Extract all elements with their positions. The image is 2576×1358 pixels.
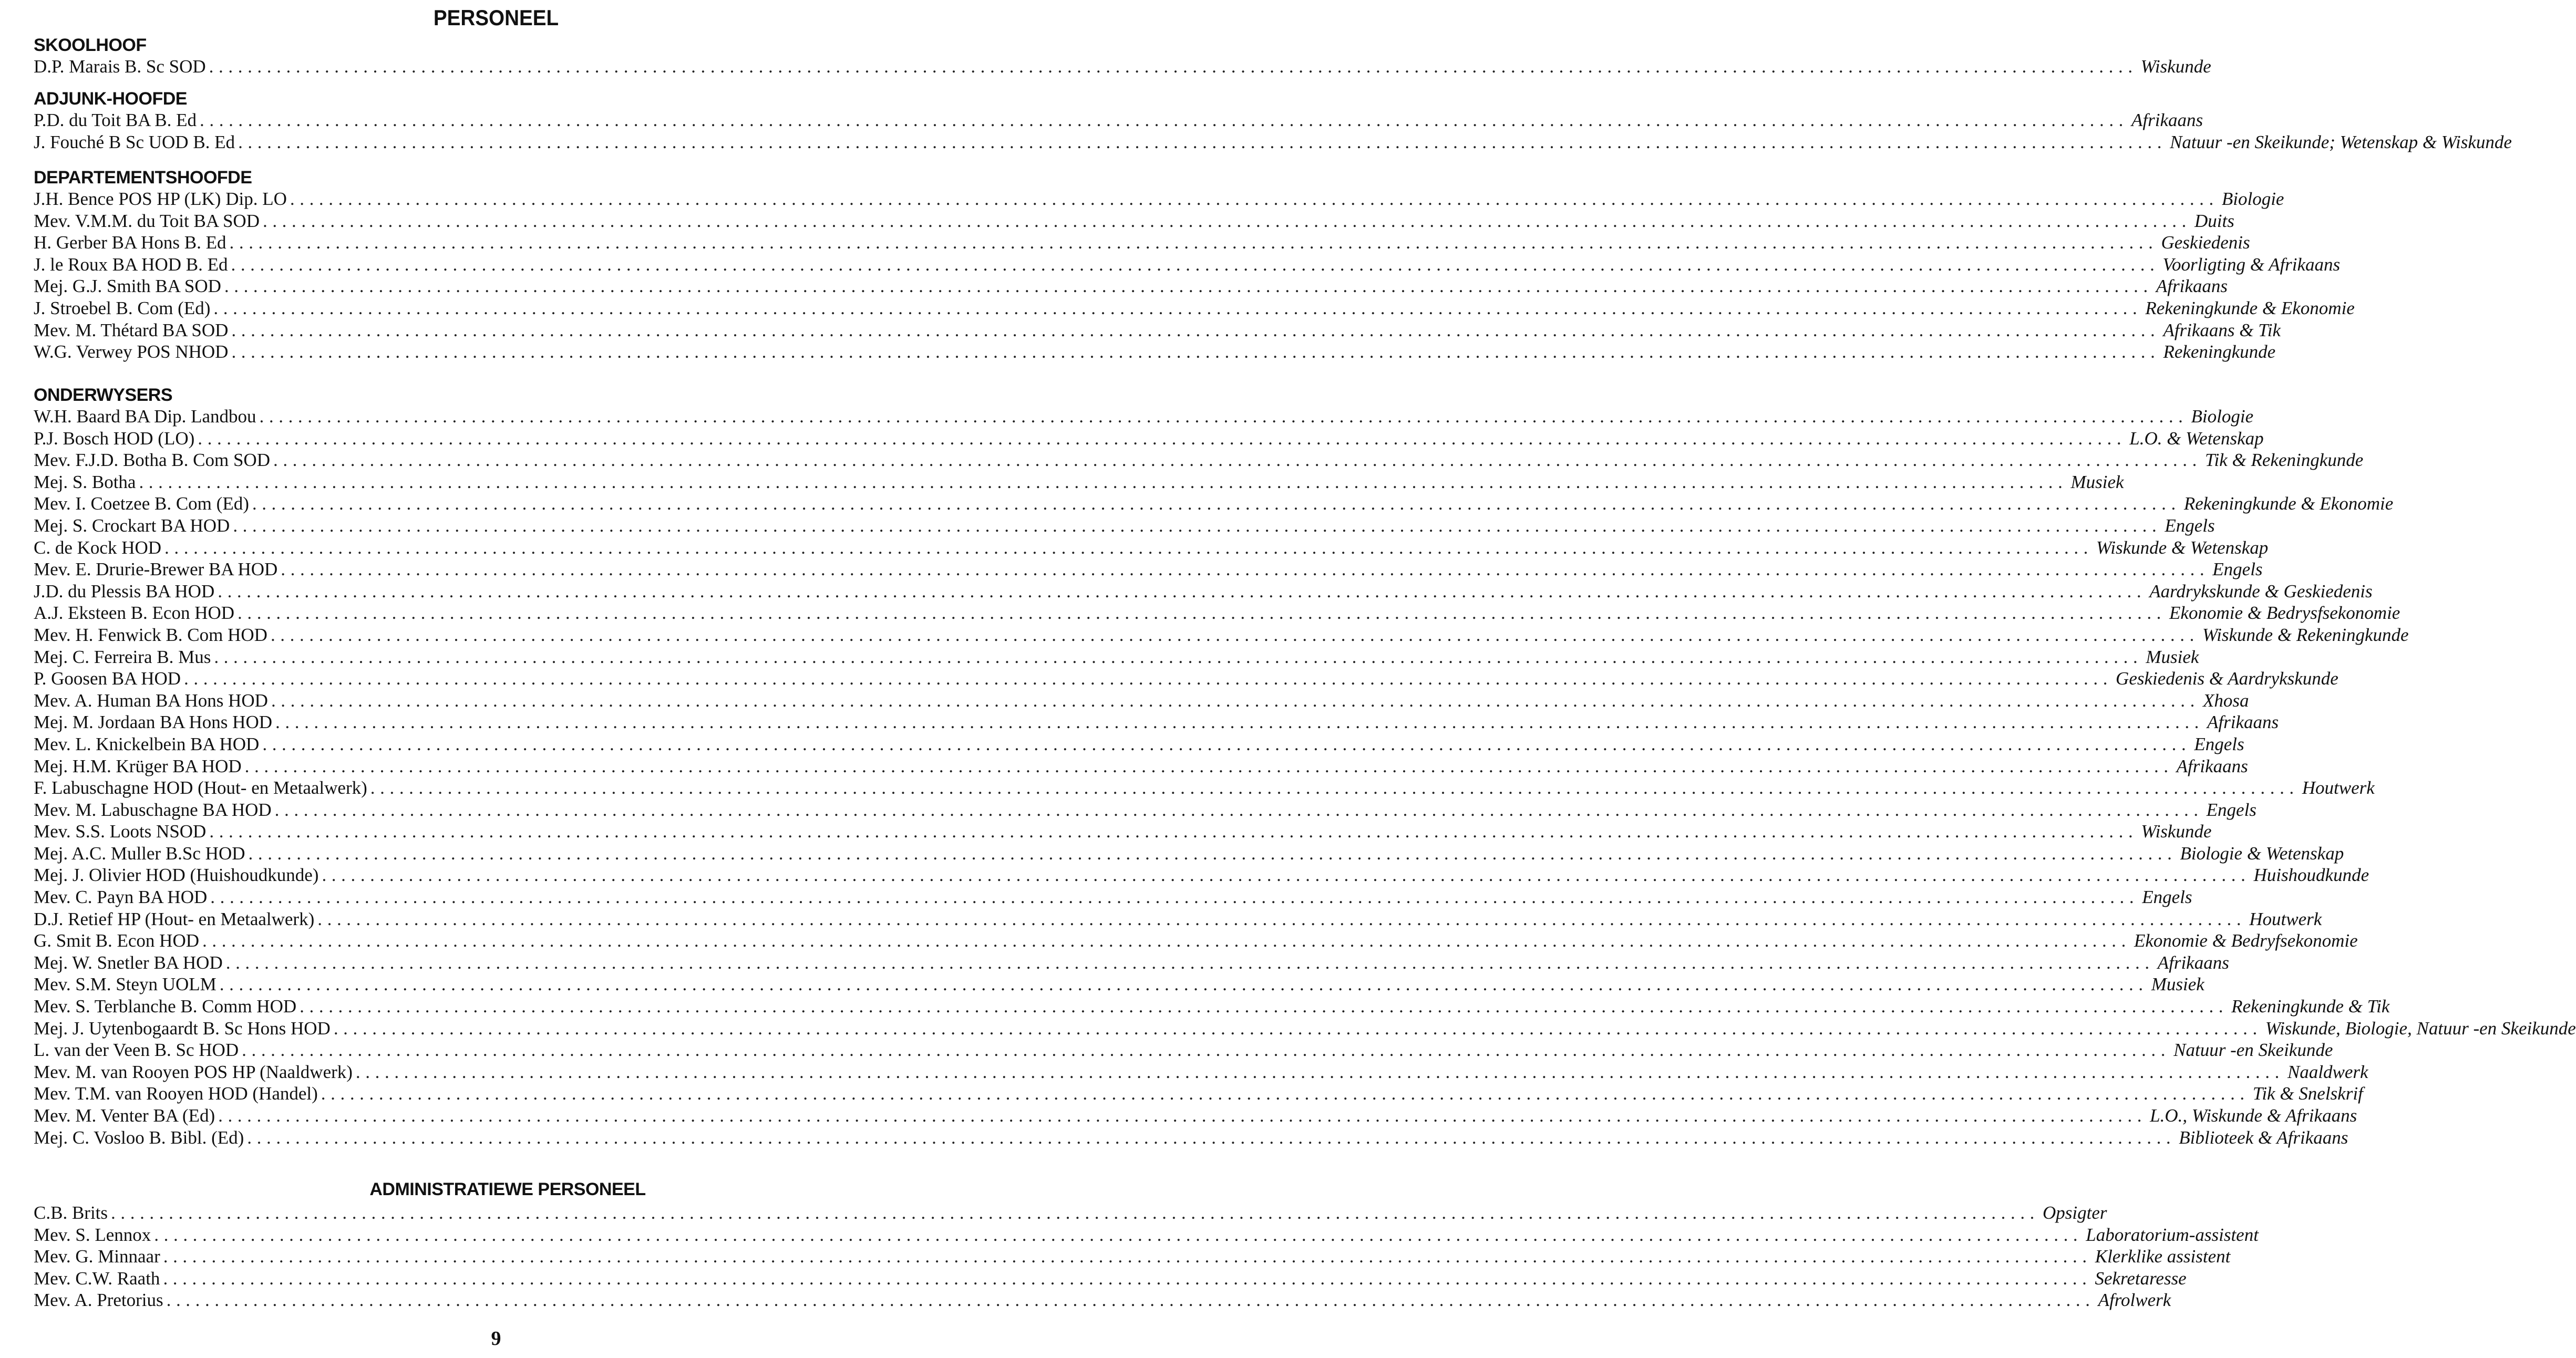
staff-name: Mej. S. Crockart BA HOD <box>34 515 230 536</box>
staff-subject: Biologie <box>2221 189 2284 209</box>
dot-leader: ........................................................................................................................................................................................................ <box>154 1224 2083 1245</box>
staff-row <box>34 319 2281 341</box>
staff-subject: L.O. & Wetenskap <box>2129 428 2264 449</box>
dot-leader: ........................................................................................................................................................................................................ <box>219 974 2148 995</box>
staff-list <box>34 188 2355 363</box>
staff-name: Mev. A. Human BA Hons HOD <box>34 690 268 711</box>
dot-leader: ........................................................................................................................................................................................................ <box>139 471 2068 492</box>
dot-leader: ........................................................................................................................................................................................................ <box>281 559 2210 580</box>
staff-name: Mej. G.J. Smith BA SOD <box>34 276 221 297</box>
staff-name: Mev. S. Terblanche B. Comm HOD <box>34 996 297 1017</box>
staff-row <box>34 777 2375 799</box>
staff-name: H. Gerber BA Hons B. Ed <box>34 232 226 253</box>
staff-row <box>34 908 2322 930</box>
dot-leader: ........................................................................................................................................................................................................ <box>164 537 2094 558</box>
staff-subject: Biologie & Wetenskap <box>2180 843 2344 864</box>
staff-name: Mej. W. Snetler BA HOD <box>34 952 223 973</box>
section-administratiewe-personeel <box>34 1179 2259 1311</box>
dot-leader: ........................................................................................................................................................................................................ <box>262 733 2191 754</box>
page-title: PERSONEEL <box>433 5 559 30</box>
staff-row <box>34 341 2276 363</box>
staff-row <box>34 131 2512 153</box>
dot-leader: ........................................................................................................................................................................................................ <box>214 646 2143 667</box>
dot-leader: ........................................................................................................................................................................................................ <box>209 821 2138 842</box>
dot-leader: ........................................................................................................................................................................................................ <box>229 232 2158 253</box>
staff-name: Mev. V.M.M. du Toit BA SOD <box>34 210 260 231</box>
staff-subject: Musiek <box>2151 974 2204 995</box>
dot-leader: ........................................................................................................................................................................................................ <box>111 1202 2040 1223</box>
staff-name: C.B. Brits <box>34 1202 108 1223</box>
dot-leader: ........................................................................................................................................................................................................ <box>198 428 2127 449</box>
staff-subject: Engels <box>2206 799 2256 820</box>
staff-row <box>34 406 2254 428</box>
staff-name: F. Labuschagne HOD (Hout- en Metaalwerk) <box>34 778 367 799</box>
staff-list <box>34 109 2512 153</box>
staff-row <box>34 624 2409 646</box>
dot-leader: ........................................................................................................................................................................................................ <box>224 276 2153 297</box>
dot-leader: ........................................................................................................................................................................................................ <box>244 755 2173 776</box>
staff-subject: Klerklike assistent <box>2095 1246 2231 1267</box>
staff-name: Mev. F.J.D. Botha B. Com SOD <box>34 450 270 471</box>
staff-row <box>34 537 2269 559</box>
staff-row <box>34 1268 2187 1290</box>
dot-leader: ........................................................................................................................................................................................................ <box>231 254 2160 275</box>
staff-name: G. Smit B. Econ HOD <box>34 930 199 951</box>
staff-row <box>34 210 2234 232</box>
dot-leader: ........................................................................................................................................................................................................ <box>262 210 2191 231</box>
staff-name: J. le Roux BA HOD B. Ed <box>34 254 228 275</box>
staff-subject: Tik & Snelskrif <box>2252 1083 2363 1104</box>
staff-name: W.G. Verwey POS NHOD <box>34 341 229 362</box>
staff-row <box>34 297 2355 319</box>
dot-leader: ........................................................................................................................................................................................................ <box>248 843 2177 864</box>
staff-subject: Opsigter <box>2043 1202 2107 1223</box>
dot-leader: ........................................................................................................................................................................................................ <box>163 1268 2092 1289</box>
staff-row <box>34 1039 2333 1061</box>
staff-row <box>34 602 2400 624</box>
staff-subject: Afrolwerk <box>2098 1290 2171 1311</box>
staff-row <box>34 1061 2368 1083</box>
staff-name: L. van der Veen B. Sc HOD <box>34 1040 239 1061</box>
dot-leader: ........................................................................................................................................................................................................ <box>231 341 2160 362</box>
section-heading: ADMINISTRATIEWE PERSONEEL <box>369 1179 646 1199</box>
staff-subject: Musiek <box>2070 471 2124 492</box>
staff-name: Mej. J. Uytenbogaardt B. Sc Hons HOD <box>34 1018 331 1039</box>
staff-name: Mev. M. Thétard BA SOD <box>34 319 229 340</box>
staff-list <box>34 406 2576 1148</box>
staff-row <box>34 56 2211 78</box>
staff-name: Mej. M. Jordaan BA Hons HOD <box>34 712 273 733</box>
staff-name: C. de Kock HOD <box>34 537 162 558</box>
staff-row <box>34 1246 2231 1268</box>
staff-row <box>34 930 2358 952</box>
dot-leader: ........................................................................................................................................................................................................ <box>355 1061 2284 1082</box>
staff-name: J.D. du Plessis BA HOD <box>34 580 215 602</box>
staff-subject: Wiskunde <box>2140 56 2211 77</box>
staff-row <box>34 254 2341 276</box>
staff-subject: Wiskunde & Rekeningkunde <box>2202 624 2409 645</box>
dot-leader: ........................................................................................................................................................................................................ <box>370 778 2299 799</box>
section-heading: ADJUNK-HOOFDE <box>34 89 187 109</box>
staff-subject: Afrikaans <box>2131 110 2203 130</box>
staff-name: Mev. H. Fenwick B. Com HOD <box>34 624 267 645</box>
dot-leader: ........................................................................................................................................................................................................ <box>321 1083 2250 1104</box>
dot-leader: ........................................................................................................................................................................................................ <box>259 406 2188 427</box>
dot-leader: ........................................................................................................................................................................................................ <box>242 1040 2171 1061</box>
staff-name: Mev. S.M. Steyn UOLM <box>34 974 217 995</box>
dot-leader: ........................................................................................................................................................................................................ <box>275 712 2204 733</box>
staff-subject: Afrikaans <box>2207 712 2279 733</box>
staff-row <box>34 843 2344 865</box>
staff-subject: Afrikaans <box>2157 952 2229 973</box>
staff-subject: Houtwerk <box>2302 778 2375 799</box>
staff-subject: Huishoudkunde <box>2253 865 2369 886</box>
dot-leader: ........................................................................................................................................................................................................ <box>200 110 2129 130</box>
staff-name: Mev. M. Labuschagne BA HOD <box>34 799 272 820</box>
dot-leader: ........................................................................................................................................................................................................ <box>213 297 2142 318</box>
staff-row <box>34 580 2373 603</box>
section-skoolhoof <box>34 35 2211 78</box>
staff-name: Mev. S. Lennox <box>34 1224 151 1245</box>
staff-subject: Houtwerk <box>2249 908 2322 929</box>
dot-leader: ........................................................................................................................................................................................................ <box>238 603 2167 624</box>
staff-subject: Geskiedenis <box>2161 232 2250 253</box>
staff-row <box>34 232 2250 254</box>
staff-row <box>34 864 2369 886</box>
staff-row <box>34 1127 2348 1149</box>
staff-subject: Tik & Rekeningkunde <box>2204 450 2364 471</box>
section-heading: DEPARTEMENTSHOOFDE <box>34 168 252 188</box>
dot-leader: ........................................................................................................................................................................................................ <box>270 624 2199 645</box>
staff-row <box>34 109 2203 131</box>
staff-subject: L.O., Wiskunde & Afrikaans <box>2150 1105 2357 1126</box>
staff-subject: Duits <box>2194 210 2234 231</box>
dot-leader: ........................................................................................................................................................................................................ <box>202 930 2131 951</box>
staff-subject: Rekeningkunde & Ekonomie <box>2183 493 2394 514</box>
section-adjunk-hoofde <box>34 88 2512 153</box>
dot-leader: ........................................................................................................................................................................................................ <box>271 690 2200 711</box>
dot-leader: ........................................................................................................................................................................................................ <box>247 1127 2176 1148</box>
staff-subject: Laboratorium-assistent <box>2086 1224 2259 1245</box>
staff-subject: Naaldwerk <box>2287 1061 2368 1082</box>
staff-subject: Wiskunde, Biologie, Natuur -en Skeikunde <box>2265 1018 2576 1039</box>
dot-leader: ........................................................................................................................................................................................................ <box>238 131 2167 152</box>
staff-name: W.H. Baard BA Dip. Landbou <box>34 406 256 427</box>
page-number: 9 <box>491 1328 501 1350</box>
staff-subject: Engels <box>2212 559 2263 580</box>
staff-name: Mev. E. Drurie-Brewer BA HOD <box>34 559 278 580</box>
staff-name: Mev. S.S. Loots NSOD <box>34 821 207 842</box>
staff-name: D.P. Marais B. Sc SOD <box>34 56 206 77</box>
staff-subject: Rekeningkunde & Ekonomie <box>2145 297 2355 318</box>
staff-name: P.D. du Toit BA B. Ed <box>34 110 197 130</box>
section-heading: ONDERWYSERS <box>34 385 173 405</box>
staff-row <box>34 886 2192 908</box>
staff-row <box>34 515 2215 537</box>
dot-leader: ........................................................................................................................................................................................................ <box>300 996 2229 1017</box>
staff-name: J. Stroebel B. Com (Ed) <box>34 297 211 318</box>
staff-row <box>34 471 2124 493</box>
staff-row <box>34 821 2212 843</box>
staff-subject: Afrikaans <box>2156 276 2228 297</box>
staff-name: Mev. G. Minnaar <box>34 1246 160 1267</box>
staff-name: Mej. H.M. Krüger BA HOD <box>34 755 242 776</box>
staff-subject: Aardrykskunde & Geskiedenis <box>2149 580 2373 602</box>
staff-name: Mev. A. Pretorius <box>34 1290 163 1311</box>
dot-leader: ........................................................................................................................................................................................................ <box>317 908 2247 929</box>
staff-row <box>34 952 2229 974</box>
staff-subject: Afrikaans <box>2176 755 2248 776</box>
staff-row <box>34 646 2199 668</box>
staff-name: Mev. L. Knickelbein BA HOD <box>34 733 260 754</box>
staff-subject: Voorligting & Afrikaans <box>2162 254 2341 275</box>
staff-name: Mev. I. Coetzee B. Com (Ed) <box>34 493 249 514</box>
staff-subject: Natuur -en Skeikunde <box>2173 1040 2333 1061</box>
staff-row <box>34 558 2263 580</box>
staff-row <box>34 493 2394 515</box>
staff-row <box>34 1202 2107 1224</box>
staff-name: Mev. C.W. Raath <box>34 1268 160 1289</box>
dot-leader: ........................................................................................................................................................................................................ <box>166 1290 2095 1311</box>
dot-leader: ........................................................................................................................................................................................................ <box>184 668 2113 689</box>
staff-row <box>34 1018 2576 1040</box>
staff-list <box>34 1202 2259 1311</box>
staff-subject: Engels <box>2142 887 2192 908</box>
dot-leader: ........................................................................................................................................................................................................ <box>274 799 2203 820</box>
staff-row <box>34 711 2279 733</box>
staff-row <box>34 668 2338 690</box>
dot-leader: ........................................................................................................................................................................................................ <box>322 865 2251 886</box>
staff-row <box>34 188 2284 210</box>
staff-row <box>34 973 2204 996</box>
staff-subject: Wiskunde & Wetenskap <box>2096 537 2269 558</box>
dot-leader: ........................................................................................................................................................................................................ <box>218 580 2147 602</box>
section-departementshoofde <box>34 167 2355 363</box>
staff-name: D.J. Retief HP (Hout- en Metaalwerk) <box>34 908 315 929</box>
dot-leader: ........................................................................................................................................................................................................ <box>163 1246 2092 1267</box>
dot-leader: ........................................................................................................................................................................................................ <box>290 189 2219 209</box>
staff-row <box>34 1224 2259 1246</box>
staff-name: J.H. Bence POS HP (LK) Dip. LO <box>34 189 287 209</box>
staff-name: Mev. C. Payn BA HOD <box>34 887 208 908</box>
staff-name: Mev. M. Venter BA (Ed) <box>34 1105 215 1126</box>
staff-subject: Musiek <box>2146 646 2199 667</box>
staff-row <box>34 428 2264 450</box>
staff-subject: Geskiedenis & Aardrykskunde <box>2116 668 2338 689</box>
staff-name: P.J. Bosch HOD (LO) <box>34 428 195 449</box>
staff-row <box>34 996 2390 1018</box>
dot-leader: ........................................................................................................................................................................................................ <box>225 952 2155 973</box>
staff-subject: Engels <box>2194 733 2244 754</box>
staff-subject: Biologie <box>2191 406 2254 427</box>
staff-name: Mej. A.C. Muller B.Sc HOD <box>34 843 245 864</box>
staff-name: P. Goosen BA HOD <box>34 668 181 689</box>
dot-leader: ........................................................................................................................................................................................................ <box>252 493 2181 514</box>
staff-row <box>34 799 2256 821</box>
dot-leader: ........................................................................................................................................................................................................ <box>210 887 2139 908</box>
staff-name: Mej. J. Olivier HOD (Huishoudkunde) <box>34 865 319 886</box>
staff-subject: Afrikaans & Tik <box>2163 319 2281 340</box>
staff-row <box>34 449 2364 471</box>
staff-row <box>34 275 2228 297</box>
dot-leader: ........................................................................................................................................................................................................ <box>218 1105 2147 1126</box>
staff-subject: Biblioteek & Afrikaans <box>2179 1127 2348 1148</box>
staff-subject: Rekeningkunde <box>2163 341 2276 362</box>
staff-name: J. Fouché B Sc UOD B. Ed <box>34 131 235 152</box>
staff-subject: Wiskunde <box>2141 821 2212 842</box>
staff-row <box>34 690 2249 712</box>
staff-subject: Engels <box>2165 515 2215 536</box>
dot-leader: ........................................................................................................................................................................................................ <box>231 319 2160 340</box>
dot-leader: ........................................................................................................................................................................................................ <box>273 450 2202 471</box>
dot-leader: ........................................................................................................................................................................................................ <box>333 1018 2262 1039</box>
staff-name: Mev. M. van Rooyen POS HP (Naaldwerk) <box>34 1061 353 1082</box>
section-heading: SKOOLHOOF <box>34 35 147 55</box>
staff-name: Mej. C. Ferreira B. Mus <box>34 646 211 667</box>
staff-subject: Rekeningkunde & Tik <box>2231 996 2390 1017</box>
dot-leader: ........................................................................................................................................................................................................ <box>233 515 2162 536</box>
staff-row <box>34 1105 2357 1127</box>
staff-subject: Ekonomie & Bedrysfsekonomie <box>2169 603 2400 624</box>
staff-name: A.J. Eksteen B. Econ HOD <box>34 603 235 624</box>
staff-subject: Ekonomie & Bedryfsekonomie <box>2134 930 2358 951</box>
staff-subject: Xhosa <box>2202 690 2249 711</box>
staff-name: Mej. C. Vosloo B. Bibl. (Ed) <box>34 1127 244 1148</box>
dot-leader: ........................................................................................................................................................................................................ <box>209 56 2138 77</box>
staff-subject: Sekretaresse <box>2095 1268 2187 1289</box>
staff-list <box>34 56 2211 78</box>
staff-row <box>34 755 2248 778</box>
section-onderwysers <box>34 385 2576 1148</box>
staff-row <box>34 1289 2171 1311</box>
staff-name: Mej. S. Botha <box>34 471 136 492</box>
staff-name: Mev. T.M. van Rooyen HOD (Handel) <box>34 1083 318 1104</box>
staff-row <box>34 733 2244 755</box>
staff-row <box>34 1083 2363 1105</box>
staff-subject: Natuur -en Skeikunde; Wetenskap & Wiskunde <box>2170 131 2512 152</box>
